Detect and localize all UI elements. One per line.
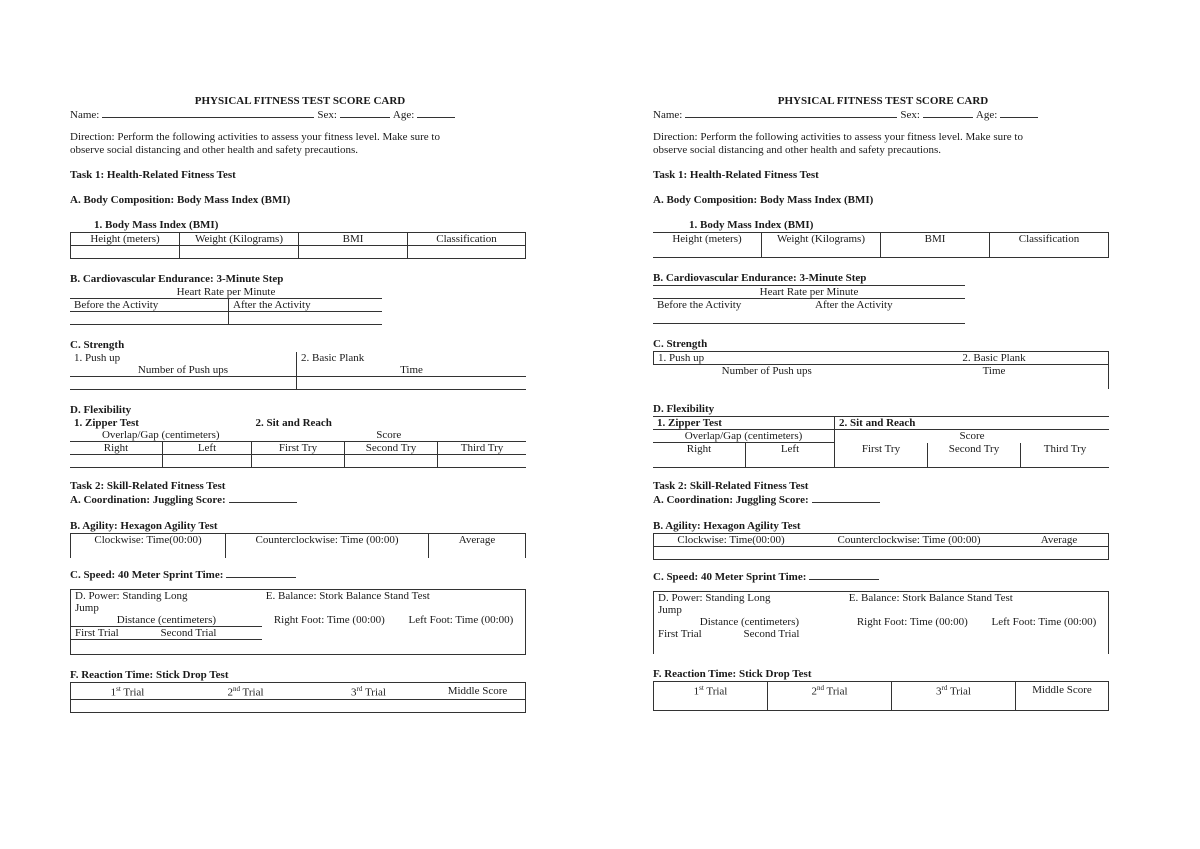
age-blank[interactable] [417, 108, 455, 118]
bmi-cell-classification[interactable] [408, 246, 526, 259]
flex-col-second: Second Try [345, 442, 438, 455]
flex-col-left: Left [746, 443, 835, 456]
plank-cell[interactable] [297, 377, 527, 390]
sit-reach-label: 2. Sit and Reach [835, 417, 1110, 430]
zipper-label: 1. Zipper Test [74, 417, 139, 429]
flex-cell-right[interactable] [653, 455, 746, 468]
coordination-label: A. Coordination: Juggling Score: [70, 494, 226, 506]
task2-heading: Task 2: Skill-Related Fitness Test [653, 480, 809, 492]
flex-cell-third[interactable] [1021, 455, 1110, 468]
plank-label: 2. Basic Plank [301, 352, 365, 364]
bmi-cell-bmi[interactable] [299, 246, 408, 259]
name-sex-age-row [653, 108, 1113, 121]
name-blank[interactable] [685, 108, 897, 118]
bmi-col-bmi: BMI [881, 233, 990, 246]
agility-col-average: Average [429, 534, 526, 547]
speed-label: C. Speed: 40 Meter Sprint Time: [70, 569, 224, 581]
direction-line-2: observe social distancing and other health and safety precautions. [70, 144, 359, 156]
power-balance-cell[interactable] [654, 640, 1109, 654]
flex-cell-second[interactable] [928, 455, 1021, 468]
agility-cell-average[interactable] [1010, 547, 1109, 560]
reaction-cell-3[interactable] [892, 698, 1016, 711]
flex-col-third: Third Try [1043, 442, 1087, 455]
agility-table [653, 533, 1109, 560]
reaction-heading: F. Reaction Time: Stick Drop Test [653, 668, 812, 680]
power-balance-cell[interactable] [71, 640, 526, 655]
balance-label: E. Balance: Stork Balance Stand Test [265, 590, 430, 602]
name-label: Name: [70, 109, 100, 121]
hr-after-label: After the Activity [815, 299, 893, 311]
agility-heading: B. Agility: Hexagon Agility Test [70, 520, 218, 532]
hr-before-cell[interactable] [70, 312, 229, 325]
pushup-label: 1. Push up [70, 352, 297, 364]
speed-blank[interactable] [226, 568, 296, 578]
reaction-cell-2[interactable] [768, 698, 892, 711]
pushup-count-label: Number of Push ups [721, 365, 812, 377]
agility-cell-clockwise[interactable] [654, 547, 809, 560]
flex-cell-right[interactable] [70, 455, 163, 468]
hr-before-label: Before the Activity [657, 299, 742, 311]
distance-label: Distance (centimeters) [71, 614, 262, 627]
bmi-subheading: 1. Body Mass Index (BMI) [94, 219, 219, 231]
sit-reach-label: 2. Sit and Reach [255, 417, 332, 429]
overlap-label: Overlap/Gap (centimeters) [653, 430, 835, 443]
flex-col-third: Third Try [438, 442, 527, 455]
sex-label: Sex: [900, 109, 920, 121]
hr-after-cell[interactable] [811, 311, 965, 324]
agility-cell-clockwise[interactable] [71, 546, 226, 558]
flex-cell-left[interactable] [746, 455, 835, 468]
agility-table [70, 533, 526, 558]
agility-col-clockwise: Clockwise: Time(00:00) [654, 534, 809, 547]
zipper-label: 1. Zipper Test [653, 417, 835, 430]
bmi-table [70, 232, 526, 259]
direction-line-1: Direction: Perform the following activities to assess your fitness level. Make sure to [653, 131, 1023, 143]
reaction-cell[interactable] [71, 699, 526, 712]
reaction-col-1: 1st Trial [71, 683, 185, 700]
sex-blank[interactable] [340, 108, 390, 118]
speed-blank[interactable] [809, 570, 879, 580]
flexibility-heading: D. Flexibility [653, 403, 715, 415]
task1-heading: Task 1: Health-Related Fitness Test [653, 169, 819, 181]
direction-line-1: Direction: Perform the following activities to assess your fitness level. Make sure to [70, 131, 440, 143]
direction-line-2: observe social distancing and other health and safety precautions. [653, 144, 942, 156]
bmi-cell-weight[interactable] [762, 245, 881, 258]
reaction-heading: F. Reaction Time: Stick Drop Test [70, 669, 229, 681]
flexibility-table [653, 416, 1109, 468]
heart-rate-header: Heart Rate per Minute [176, 286, 276, 298]
strength-table [70, 352, 526, 390]
right-foot-label: Right Foot: Time (00:00) [273, 614, 385, 627]
coordination-label: A. Coordination: Juggling Score: [653, 494, 809, 506]
reaction-table [653, 681, 1109, 711]
speed-row [653, 570, 1113, 583]
agility-cell-counter[interactable] [226, 546, 429, 558]
agility-col-counter: Counterclockwise: Time (00:00) [226, 534, 429, 547]
hr-after-label: After the Activity [229, 299, 383, 312]
flex-col-right: Right [653, 443, 746, 456]
flexibility-heading: D. Flexibility [70, 404, 132, 416]
agility-cell-average[interactable] [429, 546, 526, 558]
name-blank[interactable] [102, 108, 314, 118]
reaction-col-2: 2nd Trial [227, 685, 264, 699]
flex-col-second: Second Try [928, 443, 1021, 456]
bmi-col-height: Height (meters) [71, 233, 180, 246]
power-balance-table [70, 589, 526, 655]
bmi-cell-height[interactable] [653, 245, 762, 258]
power-balance-table [653, 591, 1109, 654]
card-title: PHYSICAL FITNESS TEST SCORE CARD [777, 95, 989, 107]
bmi-table [653, 232, 1109, 258]
overlap-label: Overlap/Gap (centimeters) [101, 429, 220, 441]
score-card-right [653, 94, 1113, 711]
reaction-col-middle: Middle Score [430, 683, 526, 700]
bmi-col-weight: Weight (Kilograms) [180, 233, 299, 246]
second-trial-label: Second Trial [743, 628, 800, 640]
plank-cell[interactable] [880, 377, 1109, 389]
plank-label: 2. Basic Plank [880, 352, 1109, 365]
reaction-table [70, 682, 526, 713]
reaction-col-1: 1st Trial [654, 682, 768, 698]
plank-time-label: Time [880, 365, 1109, 378]
agility-col-average: Average [1010, 534, 1109, 547]
strength-heading: C. Strength [653, 338, 708, 350]
second-trial-label: Second Trial [157, 627, 262, 640]
age-label: Age: [392, 109, 415, 121]
power-label: D. Power: Standing Long Jump [75, 590, 188, 614]
bmi-subheading: 1. Body Mass Index (BMI) [689, 219, 814, 231]
body-composition-heading: A. Body Composition: Body Mass Index (BMI) [653, 194, 874, 206]
sex-label: Sex: [317, 109, 337, 121]
strength-heading: C. Strength [70, 339, 125, 351]
flex-cell-first[interactable] [252, 455, 345, 468]
bmi-col-height: Height (meters) [653, 233, 762, 246]
flex-col-first: First Try [252, 442, 345, 455]
pushup-count-label: Number of Push ups [70, 364, 297, 377]
distance-label: Distance (centimeters) [654, 616, 845, 628]
pushup-label: 1. Push up [654, 352, 881, 365]
reaction-col-3: 3rd Trial [892, 682, 1016, 698]
balance-label: E. Balance: Stork Balance Stand Test [845, 592, 1109, 617]
bmi-col-classification: Classification [990, 233, 1109, 246]
heart-rate-table [653, 286, 965, 324]
agility-cell-counter[interactable] [808, 547, 1010, 560]
hr-after-cell[interactable] [229, 312, 383, 325]
reaction-cell-1[interactable] [654, 698, 768, 711]
bmi-cell-bmi[interactable] [881, 245, 990, 258]
coordination-blank[interactable] [812, 493, 880, 503]
reaction-cell-middle[interactable] [1016, 698, 1109, 711]
agility-heading: B. Agility: Hexagon Agility Test [653, 520, 801, 532]
heart-rate-header: Heart Rate per Minute [653, 286, 965, 299]
cardio-heading: B. Cardiovascular Endurance: 3-Minute Step [653, 272, 965, 286]
flex-cell-first[interactable] [835, 455, 928, 468]
left-foot-label: Left Foot: Time (00:00) [408, 614, 514, 627]
task2-heading: Task 2: Skill-Related Fitness Test [70, 480, 226, 492]
left-foot-label: Left Foot: Time (00:00) [980, 616, 1109, 628]
first-trial-label: First Trial [71, 627, 157, 640]
name-sex-age-row [70, 108, 530, 121]
flex-col-right: Right [70, 442, 163, 455]
score-card-left [70, 94, 530, 713]
card-title: PHYSICAL FITNESS TEST SCORE CARD [194, 95, 406, 107]
bmi-cell-classification[interactable] [990, 245, 1109, 258]
reaction-col-middle: Middle Score [1032, 683, 1092, 696]
age-label: Age: [975, 109, 998, 121]
name-label: Name: [653, 109, 683, 121]
plank-time-label: Time [297, 364, 527, 377]
sex-blank[interactable] [923, 108, 973, 118]
pushup-cell[interactable] [70, 377, 297, 390]
age-blank[interactable] [1000, 108, 1038, 118]
right-foot-label: Right Foot: Time (00:00) [856, 616, 968, 628]
heart-rate-table [70, 286, 382, 325]
bmi-col-classification: Classification [408, 233, 526, 246]
body-composition-heading: A. Body Composition: Body Mass Index (BMI) [70, 194, 291, 206]
flex-col-first: First Try [835, 443, 928, 456]
first-trial-label: First Trial [654, 628, 740, 640]
hr-before-label: Before the Activity [70, 299, 229, 312]
bmi-cell-height[interactable] [71, 246, 180, 259]
hr-before-cell[interactable] [653, 311, 811, 324]
task1-heading: Task 1: Health-Related Fitness Test [70, 169, 236, 181]
pushup-cell[interactable] [654, 377, 881, 389]
bmi-cell-weight[interactable] [180, 246, 299, 259]
speed-label: C. Speed: 40 Meter Sprint Time: [653, 571, 807, 583]
agility-col-clockwise: Clockwise: Time(00:00) [71, 534, 226, 547]
coordination-row [653, 493, 1113, 506]
coordination-row [70, 493, 530, 506]
score-label: Score [959, 430, 985, 443]
strength-table [653, 351, 1109, 389]
cardio-heading: B. Cardiovascular Endurance: 3-Minute Step [70, 273, 284, 285]
reaction-col-2: 2nd Trial [768, 682, 892, 698]
flexibility-table [70, 417, 526, 468]
bmi-col-bmi: BMI [299, 233, 408, 246]
flex-cell-left[interactable] [163, 455, 252, 468]
bmi-col-weight: Weight (Kilograms) [762, 233, 881, 246]
flex-cell-third[interactable] [438, 455, 527, 468]
score-label: Score [376, 429, 402, 441]
coordination-blank[interactable] [229, 493, 297, 503]
agility-col-counter: Counterclockwise: Time (00:00) [808, 534, 1010, 547]
flex-col-left: Left [163, 442, 252, 455]
reaction-col-3: 3rd Trial [351, 685, 386, 699]
speed-row [70, 568, 530, 581]
flex-cell-second[interactable] [345, 455, 438, 468]
power-label: D. Power: Standing Long Jump [654, 592, 845, 617]
